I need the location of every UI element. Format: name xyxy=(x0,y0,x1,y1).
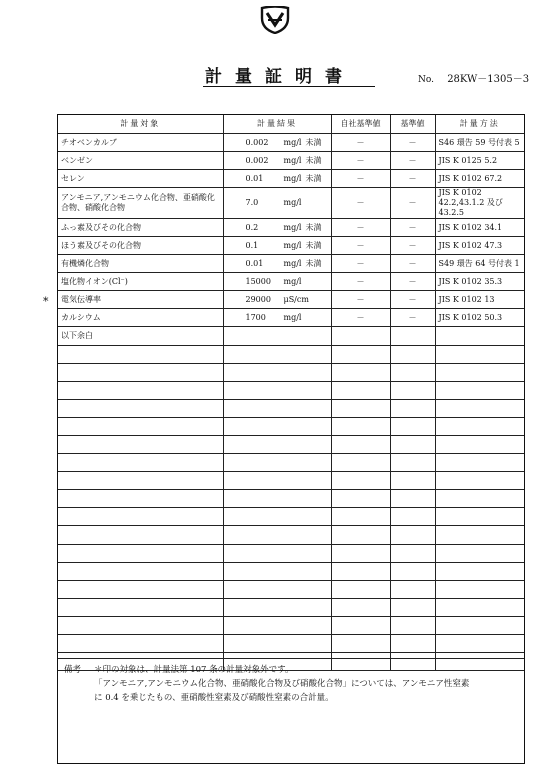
cell-blank xyxy=(58,454,223,472)
header-standard: 基準値 xyxy=(390,115,435,133)
cell-method: JIS K 0102 67.2 xyxy=(435,169,524,187)
cell-blank xyxy=(58,472,223,490)
result-value: 0.2 xyxy=(245,222,259,232)
remarks-line-2: 「アンモニア,アンモニウム化合物、亜硝酸化合物及び硝酸化合物」については、アンモニア性窒素 xyxy=(94,679,470,689)
result-qual: 未満 xyxy=(305,137,322,147)
result-value: 0.01 xyxy=(245,173,264,183)
table-row xyxy=(58,327,524,345)
result-unit: mg/l xyxy=(283,241,302,251)
result-unit: mg/l xyxy=(283,173,302,183)
table-row xyxy=(58,381,524,399)
non-certified-marker: * xyxy=(43,295,49,308)
header-own-standard: 自社基準値 xyxy=(331,115,390,133)
cell-blank xyxy=(435,580,524,598)
cell-blank xyxy=(435,635,524,653)
cell-blank xyxy=(435,526,524,544)
table-row xyxy=(58,291,524,309)
cell-standard: － xyxy=(390,255,435,273)
cell-result xyxy=(223,309,331,327)
cell-blank xyxy=(58,616,223,634)
cell-item: 塩化物イオン(Cl⁻) xyxy=(58,273,223,291)
cell-own-standard: － xyxy=(331,187,390,218)
cell-blank xyxy=(390,345,435,363)
cell-method: JIS K 0102 35.3 xyxy=(435,273,524,291)
cell-method: S49 環告 64 号付表 1 xyxy=(435,255,524,273)
cell-item: ふっ素及びその化合物 xyxy=(58,218,223,236)
cell-blank xyxy=(435,472,524,490)
table-row xyxy=(58,454,524,472)
cell-blank xyxy=(435,562,524,580)
cell-blank xyxy=(390,544,435,562)
cell-blank xyxy=(223,562,331,580)
cell-blank xyxy=(223,635,331,653)
cell-method: JIS K 0102 42.2,43.1.2 及び 43.2.5 xyxy=(435,187,524,218)
cell-own-standard: － xyxy=(331,169,390,187)
cell-item: セレン xyxy=(58,169,223,187)
table-row xyxy=(58,399,524,417)
result-qual: 未満 xyxy=(305,241,322,251)
cell-blank xyxy=(223,508,331,526)
header-item: 計量対象 xyxy=(58,115,223,133)
cell-method: JIS K 0102 34.1 xyxy=(435,218,524,236)
cell-blank xyxy=(390,327,435,345)
result-unit: mg/l xyxy=(283,198,302,208)
cell-blank xyxy=(58,598,223,616)
cell-blank xyxy=(390,562,435,580)
result-unit: mg/l xyxy=(283,313,302,323)
result-value: 1700 xyxy=(245,313,266,323)
company-logo xyxy=(259,6,291,34)
table-row xyxy=(58,218,524,236)
cell-blank xyxy=(390,580,435,598)
result-value: 7.0 xyxy=(245,198,259,208)
cell-blank xyxy=(58,562,223,580)
cell-standard: － xyxy=(390,133,435,151)
cell-blank xyxy=(58,417,223,435)
result-value: 0.002 xyxy=(245,155,269,165)
cell-blank xyxy=(331,598,390,616)
cell-blank xyxy=(223,436,331,454)
cell-own-standard: － xyxy=(331,133,390,151)
cell-blank xyxy=(435,454,524,472)
result-unit: mg/l xyxy=(283,222,302,232)
cell-blank xyxy=(331,635,390,653)
cell-blank xyxy=(390,526,435,544)
cell-blank xyxy=(331,417,390,435)
cell-blank xyxy=(390,417,435,435)
cell-blank xyxy=(390,472,435,490)
cell-blank xyxy=(223,417,331,435)
cell-blank xyxy=(331,544,390,562)
cell-item: ベンゼン xyxy=(58,151,223,169)
result-unit: mg/l xyxy=(283,277,302,287)
table-row xyxy=(58,309,524,327)
cell-blank xyxy=(58,399,223,417)
cell-item: アンモニア,アンモニウム化合物、亜硝酸化合物、硝酸化合物 xyxy=(58,187,223,218)
cell-blank xyxy=(223,363,331,381)
cell-blank xyxy=(223,327,331,345)
result-value: 29000 xyxy=(245,295,271,305)
cell-result xyxy=(223,151,331,169)
cell-own-standard: － xyxy=(331,151,390,169)
cell-blank xyxy=(331,436,390,454)
table-row xyxy=(58,187,524,218)
cell-item: 有機燐化合物 xyxy=(58,255,223,273)
cell-blank xyxy=(331,472,390,490)
cell-blank xyxy=(223,454,331,472)
table-row xyxy=(58,236,524,254)
cell-blank xyxy=(223,472,331,490)
cell-blank xyxy=(223,381,331,399)
cell-blank xyxy=(435,381,524,399)
header-method: 計量方法 xyxy=(435,115,524,133)
cell-own-standard: － xyxy=(331,291,390,309)
cell-blank xyxy=(435,544,524,562)
cell-blank xyxy=(223,345,331,363)
cell-blank xyxy=(435,598,524,616)
cell-own-standard: － xyxy=(331,236,390,254)
cell-blank xyxy=(390,616,435,634)
cell-blank xyxy=(331,616,390,634)
result-qual: 未満 xyxy=(305,259,322,269)
table-row xyxy=(58,616,524,634)
cell-blank xyxy=(331,399,390,417)
document-number xyxy=(418,70,529,85)
document-title: 計量証明書 xyxy=(205,67,355,87)
remarks xyxy=(58,658,524,763)
table-row xyxy=(58,635,524,653)
cell-own-standard: － xyxy=(331,309,390,327)
cell-blank xyxy=(390,381,435,399)
cell-blank xyxy=(58,381,223,399)
table-row xyxy=(58,472,524,490)
result-qual: 未満 xyxy=(305,155,322,165)
result-unit: mg/l xyxy=(283,155,302,165)
cell-blank xyxy=(58,635,223,653)
cell-blank xyxy=(331,580,390,598)
remarks-line-1: ＊印の対象は、計量法第 107 条の計量対象外です。 xyxy=(94,665,294,675)
cell-blank xyxy=(223,580,331,598)
cell-blank xyxy=(331,327,390,345)
cell-item: チオベンカルブ xyxy=(58,133,223,151)
cell-blank xyxy=(331,562,390,580)
table-row xyxy=(58,133,524,151)
cell-blank xyxy=(435,490,524,508)
cell-blank xyxy=(331,490,390,508)
cell-blank xyxy=(390,490,435,508)
cell-standard: － xyxy=(390,151,435,169)
result-qual: 未満 xyxy=(305,173,322,183)
cell-blank xyxy=(58,363,223,381)
cell-standard: － xyxy=(390,309,435,327)
document-number-label: No. xyxy=(418,75,434,85)
table-row xyxy=(58,490,524,508)
results-sheet xyxy=(57,114,525,764)
result-value: 0.002 xyxy=(245,137,269,147)
table-row xyxy=(58,255,524,273)
cell-blank xyxy=(58,345,223,363)
cell-standard: － xyxy=(390,273,435,291)
cell-own-standard: － xyxy=(331,255,390,273)
cell-blank xyxy=(223,399,331,417)
cell-blank xyxy=(331,526,390,544)
cell-blank xyxy=(435,345,524,363)
cell-blank xyxy=(435,508,524,526)
result-unit: mg/l xyxy=(283,137,302,147)
table-header-row xyxy=(58,115,524,133)
table-row xyxy=(58,273,524,291)
result-unit: mg/l xyxy=(283,259,302,269)
cell-result xyxy=(223,187,331,218)
cell-blank xyxy=(331,508,390,526)
cell-result xyxy=(223,273,331,291)
cell-standard: － xyxy=(390,218,435,236)
table-row xyxy=(58,436,524,454)
cell-blank xyxy=(331,345,390,363)
results-table xyxy=(58,115,524,671)
cell-blank xyxy=(435,363,524,381)
cell-blank xyxy=(223,544,331,562)
cell-blank xyxy=(390,363,435,381)
cell-blank xyxy=(223,490,331,508)
cell-blank: 以下余白 xyxy=(58,327,223,345)
table-row xyxy=(58,526,524,544)
cell-blank xyxy=(390,635,435,653)
table-row xyxy=(58,151,524,169)
table-row xyxy=(58,508,524,526)
table-row xyxy=(58,562,524,580)
cell-blank xyxy=(58,580,223,598)
cell-method: JIS K 0102 47.3 xyxy=(435,236,524,254)
cell-blank xyxy=(223,598,331,616)
cell-own-standard: － xyxy=(331,218,390,236)
cell-result xyxy=(223,218,331,236)
cell-item: ほう素及びその化合物 xyxy=(58,236,223,254)
cell-blank xyxy=(435,436,524,454)
cell-blank xyxy=(223,526,331,544)
result-value: 15000 xyxy=(245,277,271,287)
cell-method: JIS K 0102 50.3 xyxy=(435,309,524,327)
cell-blank xyxy=(331,363,390,381)
header-result: 計量結果 xyxy=(223,115,331,133)
cell-result xyxy=(223,255,331,273)
cell-blank xyxy=(223,616,331,634)
title-underline xyxy=(203,86,375,87)
cell-own-standard: － xyxy=(331,273,390,291)
table-row xyxy=(58,169,524,187)
cell-blank xyxy=(390,508,435,526)
cell-item: カルシウム xyxy=(58,309,223,327)
cell-blank xyxy=(58,508,223,526)
cell-blank xyxy=(390,436,435,454)
cell-blank xyxy=(390,454,435,472)
cell-standard: － xyxy=(390,291,435,309)
cell-blank xyxy=(435,399,524,417)
table-row xyxy=(58,417,524,435)
result-unit: μS/cm xyxy=(283,295,309,305)
cell-standard: － xyxy=(390,169,435,187)
table-row xyxy=(58,544,524,562)
remarks-line-3: に 0.4 を乗じたもの、亜硝酸性窒素及び硝酸性窒素の合計量。 xyxy=(94,693,334,703)
cell-standard: － xyxy=(390,236,435,254)
result-value: 0.01 xyxy=(245,259,264,269)
table-row xyxy=(58,345,524,363)
cell-method: JIS K 0102 13 xyxy=(435,291,524,309)
cell-blank xyxy=(435,616,524,634)
result-qual: 未満 xyxy=(305,222,322,232)
cell-blank xyxy=(331,381,390,399)
cell-blank xyxy=(331,454,390,472)
cell-result xyxy=(223,169,331,187)
cell-blank xyxy=(58,436,223,454)
document-number-value: 28KW－1305－3 xyxy=(447,74,530,85)
cell-result xyxy=(223,133,331,151)
result-value: 0.1 xyxy=(245,241,259,251)
table-row xyxy=(58,580,524,598)
cell-standard: － xyxy=(390,187,435,218)
cell-result xyxy=(223,291,331,309)
cell-blank xyxy=(58,544,223,562)
cell-blank xyxy=(390,598,435,616)
table-row xyxy=(58,598,524,616)
cell-blank xyxy=(435,417,524,435)
cell-blank xyxy=(58,490,223,508)
cell-item: 電気伝導率 xyxy=(58,291,223,309)
cell-method: JIS K 0125 5.2 xyxy=(435,151,524,169)
remarks-label: 備考 xyxy=(64,665,82,675)
cell-method: S46 環告 59 号付表 5 xyxy=(435,133,524,151)
cell-blank xyxy=(435,327,524,345)
cell-blank xyxy=(390,399,435,417)
table-row xyxy=(58,363,524,381)
cell-result xyxy=(223,236,331,254)
cell-blank xyxy=(58,526,223,544)
